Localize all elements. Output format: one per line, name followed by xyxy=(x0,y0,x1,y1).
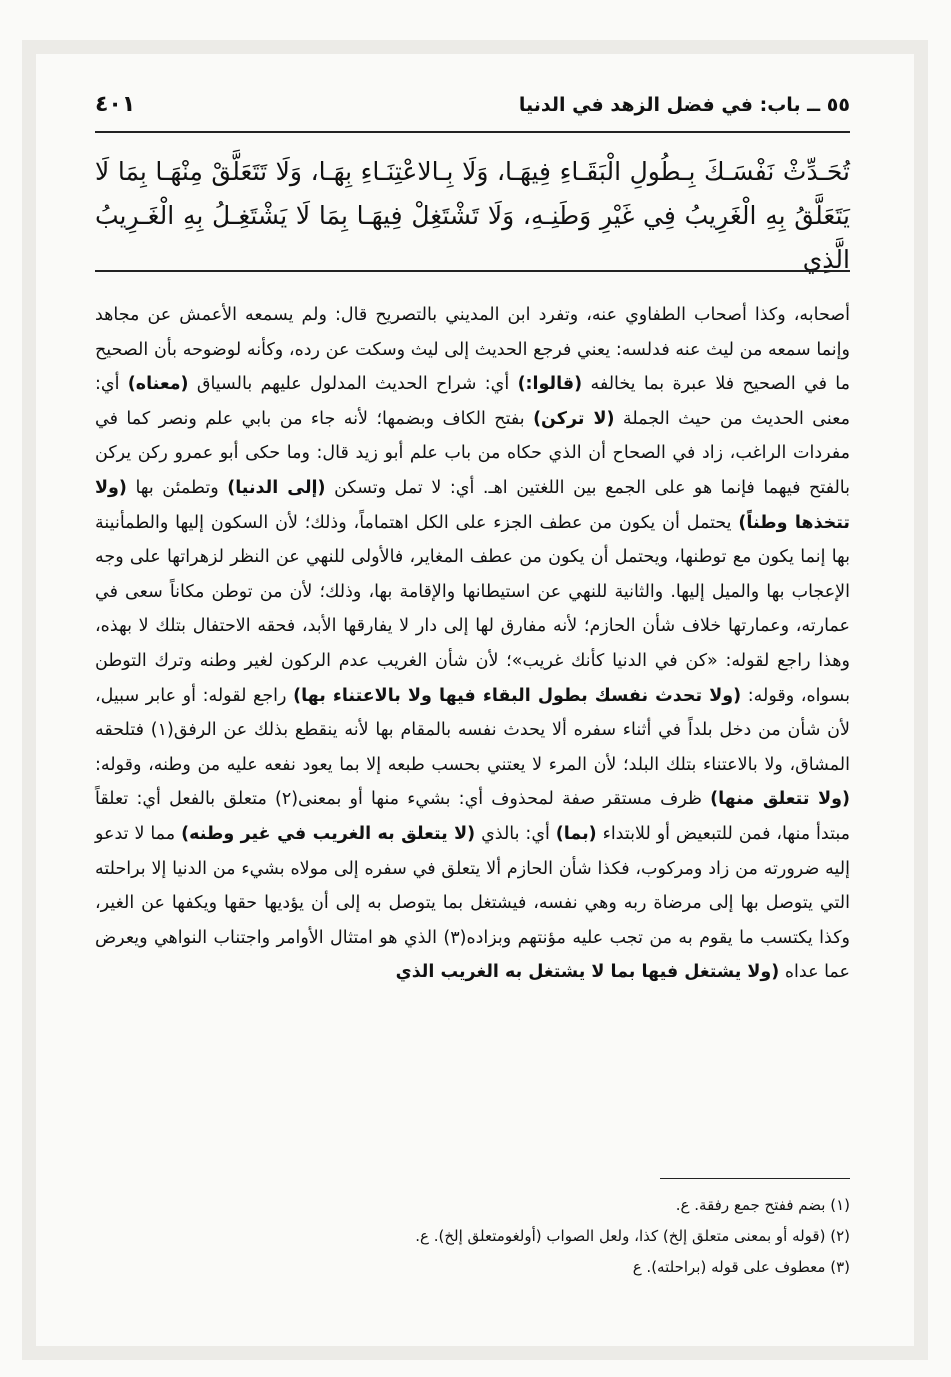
commentary-span: وتطمئن بها xyxy=(126,477,228,498)
page-header xyxy=(95,88,850,128)
commentary-span: راجع لقوله: أو عابر سبيل، لأن شأن من دخل بلداً في أثناء سفره ألا يحدث نفسه بالمقام بها لأنه ينقطع بذلك عن الرفق xyxy=(95,685,850,741)
quoted-term: (لا تركن) xyxy=(533,408,615,429)
quoted-term: (ولا تحدث نفسك بطول البقاء فيها ولا بالاعتناء بها) xyxy=(293,685,742,706)
commentary-span: متعلق بالفعل أي: تعلقاً مبتدأ منها، فمن للتبعيض أو للابتداء xyxy=(95,789,851,844)
footnote-marker: (١) xyxy=(150,720,174,741)
commentary-span: أي: شراح الحديث المدلول عليهم بالسياق xyxy=(188,374,518,395)
running-title: ٥٥ ــ باب: في فضل الزهد في الدنيا xyxy=(518,94,850,116)
footnote-3: (٣) معطوف على قوله (براحلته). ع xyxy=(632,1258,850,1276)
commentary-span: فتلحقه المشاق، ولا بالاعتناء بتلك البلد؛ لأن المرء لا يعتني بحسب طبعه إلا بما يعود نفعه عليه من وطنه، وقوله: xyxy=(95,720,850,775)
footnote-2: (٢) (قوله أو بمعنى متعلق إلخ) كذا، ولعل الصواب (أولغومتعلق إلخ). ع. xyxy=(415,1227,850,1245)
quoted-term: (ولا تتخذها وطناً) xyxy=(95,477,850,533)
header-divider xyxy=(95,131,850,133)
commentary-span: مما لا تدعو إليه ضرورته من زاد ومركوب، فكذا شأن الحازم ألا يتعلق في سفره إلى مولاه بشيء من الدنيا إلا براحلته التي يتوصل بها إلى مرضاة ربه وهي نفسه، فيشتغل بما يتوصل به إلى أن يؤديها حقها ويكفها عن الغير، وكذا يكتسب ما يقوم به من تجب عليه مؤنتهم وبزاده xyxy=(95,823,850,948)
commentary-span: ظرف مستقر صفة لمحذوف أي: بشيء منها أو بمعنى xyxy=(298,789,711,810)
commentary-span: بفتح الكاف وبضمها؛ لأنه جاء من بابي علم ونصر كما في مفردات الراغب، زاد في الصحاح أن الذي حكاه من باب علم أبو زيد قال: وما حكى أبو عمرو ركن يركن بالفتح فيهما فإنما هو على الجمع بين اللغتين اهـ. أي: لا تمل وتسكن xyxy=(95,408,850,498)
commentary-text xyxy=(95,298,850,990)
commentary-span: يحتمل أن يكون من عطف الجزء على الكل اهتماماً، وذلك؛ لأن السكون إليها والطمأنينة بها إنما يكون مع توطنها، ويحتمل أن يكون من عطف المغاير، فالأولى للنهي عن النظر لزهراتها على وجه الإعجاب بها والميل إليها. والثانية للنهي عن استيطانها والإقامة بها، وذلك؛ لأن من توطن مكاناً سعى في عمارته، وعمارتها خلاف شأن الحازم؛ لأنه مفارق لها إلى دار لا يفارقها الأبد، فحقه الاحتفال بتلك لا بهذه، وهذا راجع لقوله: «كن في الدنيا كأنك غريب»؛ لأن شأن الغريب عدم الركون لغير وطنه وترك التوطن بسواه، وقوله: xyxy=(95,512,850,706)
matn-divider xyxy=(95,270,850,272)
matn-text: تُحَـدِّثْ نَفْسَـكَ بِـطُولِ الْبَقَـاءِ فِيهَـا، وَلَا بِـالاعْتِنَـاءِ بِهَـا، وَلَا تَتَعَلَّقْ مِنْهَـا بِمَا لَا يَتَعَلَّقُ بِهِ الْغَرِيبُ فِي غَيْرِ وَطَنِـهِ، وَلَا تَشْتَغِلْ فِيهَـا بِمَا لَا يَشْتَغِـلُ بِهِ الْغَـرِيبُ الَّذِي xyxy=(95,157,850,274)
quoted-term: (إلى الدنيا) xyxy=(227,477,326,498)
footnote-marker: (٣) xyxy=(443,927,467,948)
commentary-span: أي: بالذي xyxy=(475,823,556,844)
footnote-1: (١) بضم ففتح جمع رفقة. ع. xyxy=(675,1196,850,1214)
commentary-span: أي: معنى الحديث من حيث الجملة xyxy=(95,374,850,429)
quoted-term: (لا يتعلق به الغريب في غير وطنه) xyxy=(181,823,476,844)
quoted-term: (ولا تتعلق منها) xyxy=(710,789,850,810)
footnotes xyxy=(95,1190,850,1283)
quoted-term: (بما) xyxy=(555,823,597,844)
quoted-term: (قالوا:) xyxy=(517,374,583,395)
commentary-span: الذي هو امتثال الأوامر واجتناب النواهي ويعرض عما عداه xyxy=(95,927,850,983)
page-number: ٤٠١ xyxy=(95,92,136,117)
footnote-marker: (٢) xyxy=(274,789,299,810)
footnote-divider xyxy=(660,1178,850,1179)
commentary-span: أصحابه، وكذا أصحاب الطفاوي عنه، وتفرد ابن المديني بالتصريح قال: ولم يسمعه الأعمش عن مجاهد وإنما سمعه من ليث عنه فدلسه: يعني فرجع الحديث إلى ليث وسكت عن رده، وكأنه لوضوحه بأن الصحيح ما في الصحيح فلا عبرة بما يخالفه xyxy=(95,305,850,395)
quoted-term: (معناه) xyxy=(127,374,189,395)
quoted-term: (ولا يشتغل فيها بما لا يشتغل به الغريب الذي xyxy=(395,962,780,983)
